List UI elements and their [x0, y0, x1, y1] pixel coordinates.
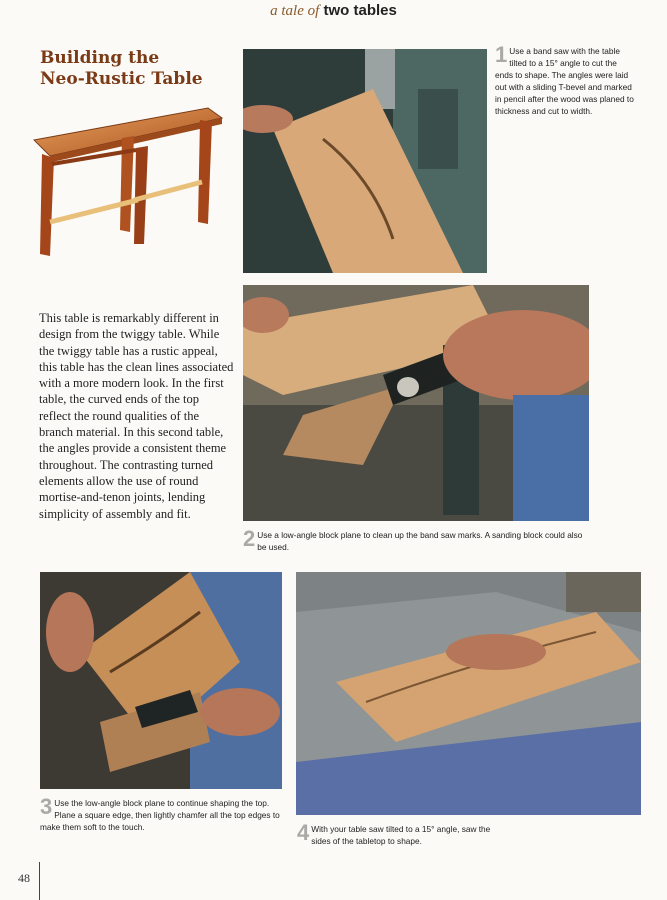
- neo-rustic-table-photo: [30, 104, 226, 264]
- step-4-caption: [297, 820, 497, 847]
- section-title: [40, 48, 240, 90]
- block-plane-photo: [243, 285, 589, 521]
- step-1-caption: [495, 42, 635, 117]
- title-line-2: Neo-Rustic Table: [40, 69, 203, 89]
- table-saw-photo: [296, 572, 641, 815]
- page-number: 48: [18, 871, 30, 885]
- step-2-caption: [243, 526, 589, 553]
- running-header: [0, 2, 667, 20]
- step-3-number: 3: [40, 794, 53, 819]
- page-rule: [39, 862, 40, 900]
- step-3-caption: [40, 794, 280, 833]
- step-2-text: Use a low-angle block plane to clean up the band saw marks. A sanding block could also be used.: [257, 530, 583, 552]
- shaping-top-photo: [40, 572, 282, 789]
- step-1-number: 1: [495, 42, 508, 67]
- step-4-number: 4: [297, 820, 310, 845]
- step-1-text: Use a band saw with the table tilted to a 15° angle to cut the ends to shape. The angles were laid out with a sliding T-bevel and marked in pencil after the wood was planed to thickness and cut to width.: [495, 46, 634, 116]
- title-line-1: Building the: [40, 48, 160, 68]
- header-bold: two tables: [323, 2, 397, 19]
- step-4-text: With your table saw tilted to a 15° angle, saw the sides of the tabletop to shape.: [311, 824, 491, 846]
- band-saw-photo: [243, 49, 487, 273]
- step-3-text: Use the low-angle block plane to continue shaping the top. Plane a square edge, then lightly chamfer all the top edges to make them soft to the touch.: [40, 798, 280, 832]
- step-2-number: 2: [243, 526, 256, 551]
- header-italic: a tale of: [270, 3, 320, 19]
- body-paragraph: This table is remarkably different in design from the twiggy table. While the twiggy table has a rustic appeal, this table has the clean lines associated with a more modern look. In the first table, the curved ends of the top reflect the round qualities of the branch material. In this second table, the angles provide a consistent theme throughout. The contrasting turned elements allow the use of round mortise-and-tenon joints, lending simplicity of assembly and fit.: [39, 311, 234, 521]
